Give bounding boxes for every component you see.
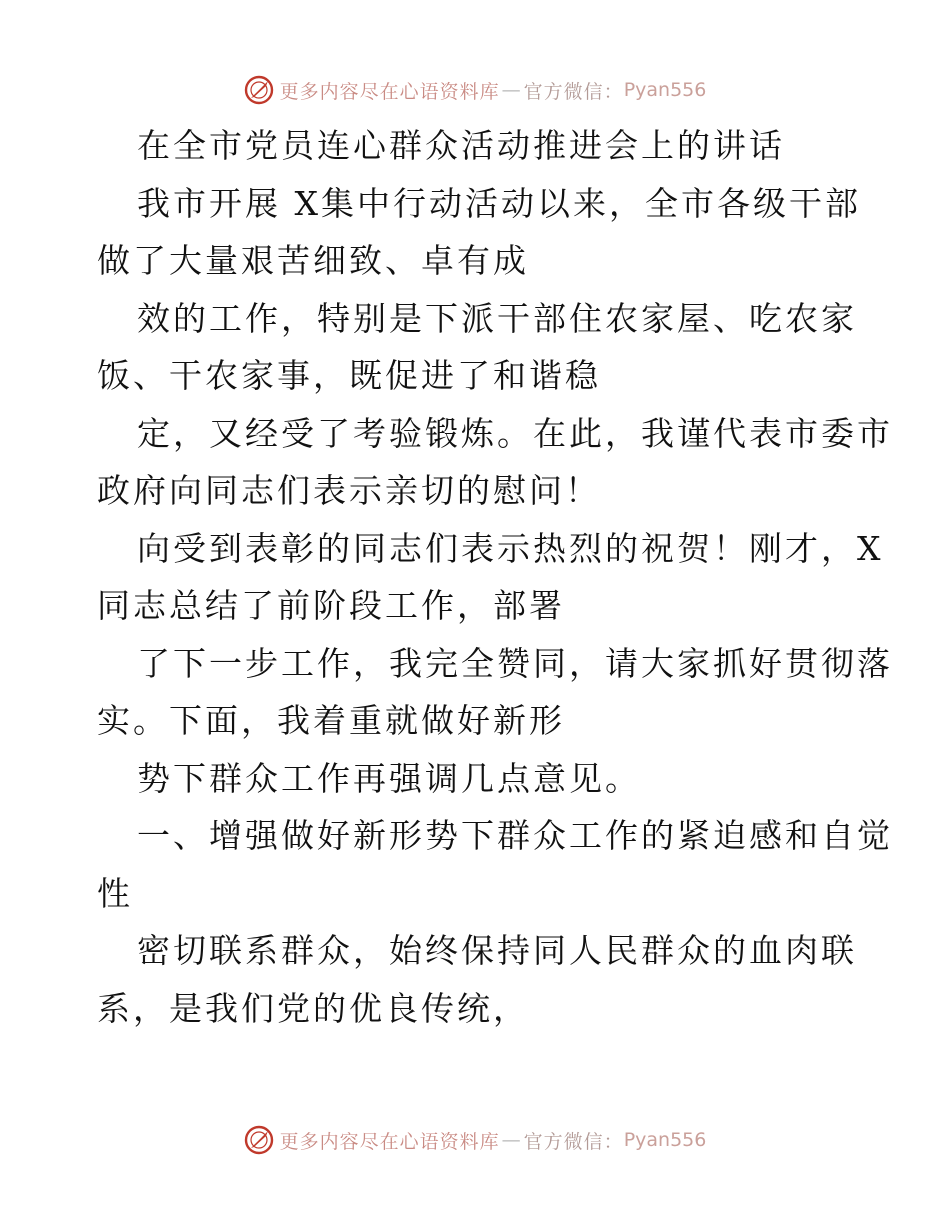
quill-circle-icon (244, 1125, 274, 1155)
text-line: 密切联系群众，始终保持同人民群众的血肉联 (137, 931, 857, 970)
section-heading: 一、增强做好新形势下群众工作的紧迫感和自觉 (137, 816, 893, 855)
document-title: 在全市党员连心群众活动推进会上的讲话 (137, 126, 785, 165)
quill-circle-icon (244, 75, 274, 105)
text-line: 效的工作，特别是下派干部住农家屋、吃农家 (137, 298, 857, 338)
text-line: 做了大量艰苦细致、卓有成 (97, 241, 529, 280)
text-line: 我市开展 X集中行动活动以来，全市各级干部 (137, 183, 861, 223)
document-body (97, 117, 893, 1037)
text-line: 饭、干农家事，既促进了和谐稳 (97, 356, 601, 395)
footer-banner (0, 1122, 950, 1158)
text-line: 政府向同志们表示亲切的慰问！ (97, 471, 601, 510)
header-banner (0, 72, 950, 108)
site-name: 更多内容尽在心语资料库 (279, 1130, 500, 1153)
text-line: 同志总结了前阶段工作，部署 (97, 586, 565, 625)
banner-dash: — (501, 79, 522, 101)
text-line: 了下一步工作，我完全赞同，请大家抓好贯彻落 (137, 643, 893, 683)
text-line: 实。下面，我着重就做好新形 (97, 701, 565, 740)
text-line: 向受到表彰的同志们表示热烈的祝贺！刚才，X (137, 528, 884, 568)
section-heading-continued: 性 (97, 873, 133, 913)
wechat-label: 官方微信： (523, 1130, 624, 1153)
text-line: 系，是我们党的优良传统， (97, 988, 529, 1028)
site-name: 更多内容尽在心语资料库 (279, 80, 500, 103)
text-line: 定，又经受了考验锻炼。在此，我谨代表市委市 (137, 413, 893, 453)
wechat-label: 官方微信： (523, 80, 624, 103)
banner-dash: — (501, 1129, 522, 1151)
wechat-id: Pyan556 (623, 79, 707, 101)
text-line: 势下群众工作再强调几点意见。 (137, 758, 641, 798)
wechat-id: Pyan556 (623, 1129, 707, 1151)
